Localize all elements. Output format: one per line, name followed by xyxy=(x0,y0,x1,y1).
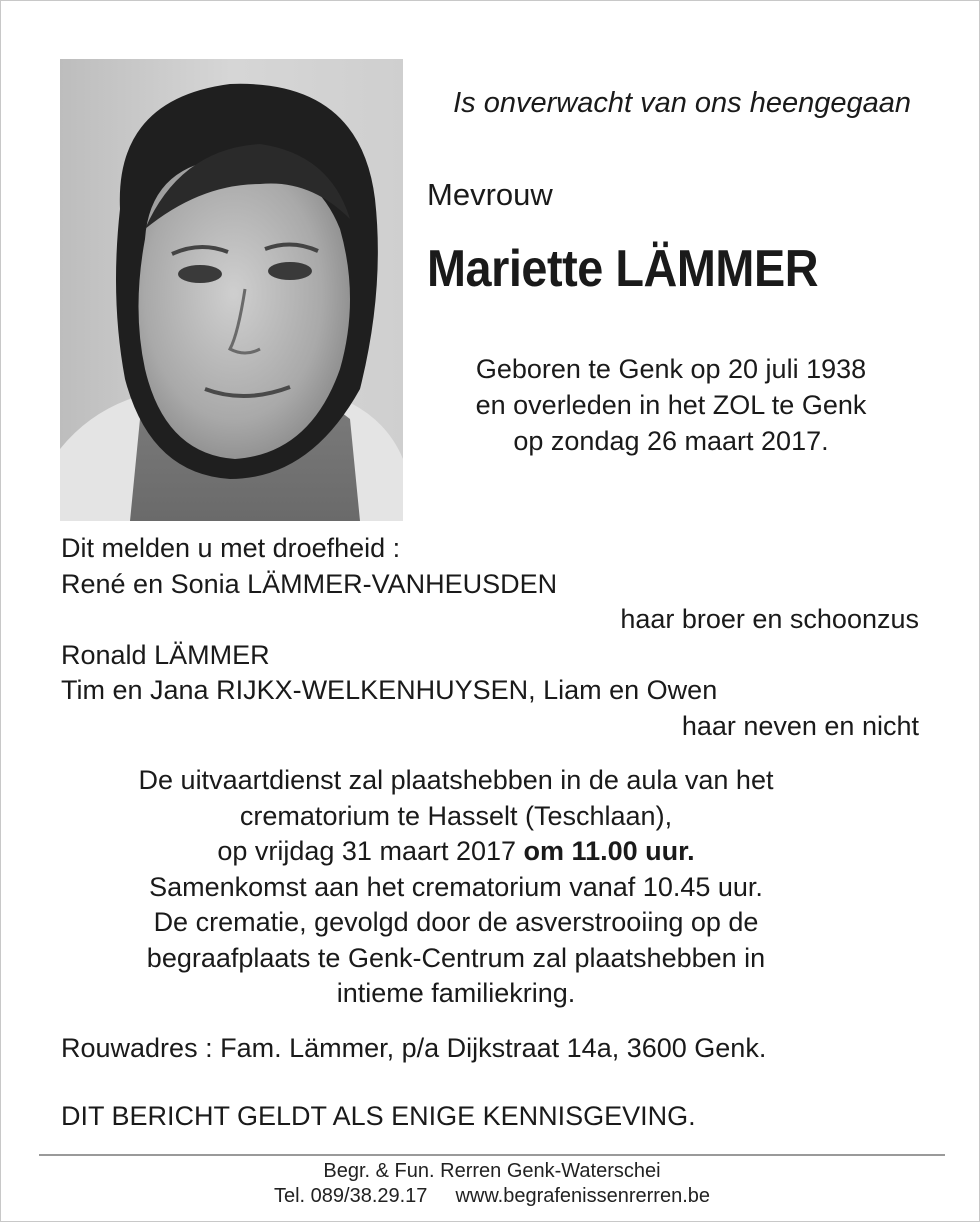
ceremony-line: De uitvaartdienst zal plaatshebben in de aula van het xyxy=(138,765,774,795)
ceremony-line: intieme familiekring. xyxy=(336,978,576,1008)
salutation: Mevrouw xyxy=(427,177,553,212)
birth-line: Geboren te Genk op 20 juli 1938 xyxy=(475,354,867,384)
ceremony-line xyxy=(61,834,851,870)
footer xyxy=(39,1159,945,1209)
footer-contact xyxy=(39,1184,945,1209)
relation-line: haar broer en schoonzus xyxy=(620,604,919,634)
ceremony-time: om 11.00 uur. xyxy=(523,836,695,866)
ceremony-block xyxy=(61,763,851,1012)
ceremony-line: begraafplaats te Genk-Centrum zal plaatshebben in xyxy=(146,942,766,973)
phone-number: Tel. 089/38.29.17 xyxy=(273,1185,428,1207)
relation-line: haar neven en nicht xyxy=(681,710,919,741)
family-line: René en Sonia LÄMMER-VANHEUSDEN xyxy=(61,568,558,599)
announcement-block xyxy=(61,531,919,744)
family-line: Tim en Jana RIJKX-WELKENHUYSEN, Liam en Owen xyxy=(61,675,718,705)
website-link[interactable]: www.begrafenissenrerren.be xyxy=(455,1185,711,1207)
intro-text: Is onverwacht van ons heengegaan xyxy=(453,87,911,119)
family-line: Ronald LÄMMER xyxy=(61,639,270,670)
funeral-company: Begr. & Fun. Rerren Genk-Waterschei xyxy=(323,1160,661,1182)
mourning-address: Rouwadres : Fam. Lämmer, p/a Dijkstraat 14a, 3600 Genk. xyxy=(61,1033,767,1063)
footer-divider xyxy=(39,1154,945,1156)
death-date-line: op zondag 26 maart 2017. xyxy=(513,426,829,456)
notice-text: DIT BERICHT GELDT ALS ENIGE KENNISGEVING. xyxy=(61,1101,696,1131)
announcement-lead: Dit melden u met droefheid : xyxy=(61,533,401,563)
ceremony-line: De crematie, gevolgd door de asverstrooiing op de xyxy=(153,907,759,937)
ceremony-date: op vrijdag 31 maart 2017 xyxy=(217,836,517,866)
ceremony-line: crematorium te Hasselt (Teschlaan), xyxy=(239,800,673,831)
deceased-name: Mariette LÄMMER xyxy=(427,240,819,298)
portrait-image xyxy=(60,59,403,521)
death-line: en overleden in het ZOL te Genk xyxy=(475,390,867,420)
portrait-photo xyxy=(60,59,403,521)
dates-block xyxy=(421,351,921,459)
ceremony-line: Samenkomst aan het crematorium vanaf 10.45 uur. xyxy=(149,871,763,902)
